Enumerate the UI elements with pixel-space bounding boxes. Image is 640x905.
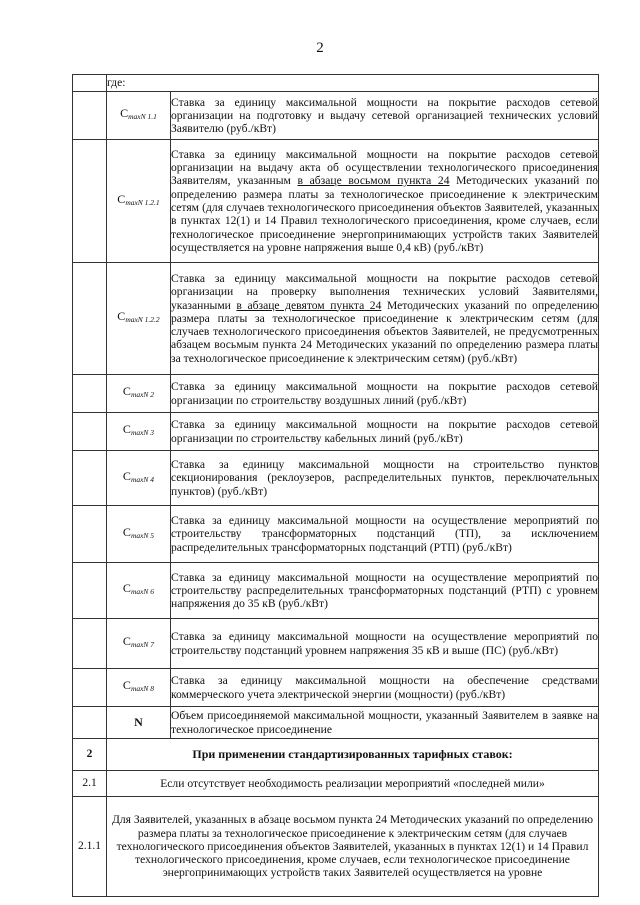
description-cell: Ставка за единицу максимальной мощности на покрытие расходов сетевой организации на выдачу акта об осуществлении технологического присоединения Заявителям, указанным в абзаце восьмом пункта 24 Методических указаний по определению размера платы за технологическое присоединение к электрическим сетям (для случаев технологического присоединения объектов Заявителей, указанных в пунктах 12(1) и 14 Правил технологического присоединения, кроме случаев, если технологическое присоединение энергопринимающих устройств таких Заявителей осуществляется на уровне напряжения выше 0,4 кВ) (руб./кВт) bbox=[171, 140, 599, 263]
table-row bbox=[73, 563, 599, 619]
table-row bbox=[73, 140, 599, 263]
symbol-cell: $C_{maxN 5}$ bbox=[107, 506, 171, 563]
where-label: где: bbox=[107, 75, 599, 92]
page-number: 2 bbox=[316, 40, 324, 56]
reference-link: в абзаце девятом пункта 24 bbox=[236, 298, 382, 312]
table-row bbox=[73, 619, 599, 669]
description-cell: Объем присоединяемой максимальной мощности, указанный Заявителем в заявке на технологическое присоединение bbox=[171, 707, 599, 739]
description-cell: Ставка за единицу максимальной мощности на обеспечение средствами коммерческого учета электрической энергии (мощности) (руб./кВт) bbox=[171, 669, 599, 707]
reference-link: в абзаце восьмом пункта 24 bbox=[297, 174, 450, 188]
table-row bbox=[73, 707, 599, 739]
section-heading: При применении стандартизированных тарифных ставок: bbox=[107, 739, 599, 771]
table-row bbox=[73, 451, 599, 506]
section-number: 2.1 bbox=[73, 771, 107, 797]
section-text: Для Заявителей, указанных в абзаце восьмом пункта 24 Методических указаний по определению размера платы за технологическое присоединение к электрическим сетям (для случаев технологического присоединения объектов Заявителей, указанных в пунктах 12(1) и 14 Правил технологического присоединения, кроме случаев, если технологическое присоединение энергопринимающих устройств таких Заявителей осуществляется на уровне bbox=[107, 797, 599, 897]
symbol-cell: $C_{maxN 8}$ bbox=[107, 669, 171, 707]
symbol-cell: $C_{maxN 3}$ bbox=[107, 413, 171, 451]
symbol-cell: $C_{maxN 7}$ bbox=[107, 619, 171, 669]
symbol-cell: $C_{maxN 6}$ bbox=[107, 563, 171, 619]
table-row bbox=[73, 413, 599, 451]
description-cell: Ставка за единицу максимальной мощности на покрытие расходов сетевой организации по строительству воздушных линий (руб./кВт) bbox=[171, 375, 599, 413]
table-row bbox=[73, 506, 599, 563]
description-cell: Ставка за единицу максимальной мощности на покрытие расходов сетевой организации по строительству кабельных линий (руб./кВт) bbox=[171, 413, 599, 451]
section-row bbox=[73, 771, 599, 797]
symbol-cell: $C_{maxN 2}$ bbox=[107, 375, 171, 413]
table-row bbox=[73, 669, 599, 707]
symbol-cell: $C_{maxN 1.2.2}$ bbox=[107, 263, 171, 375]
symbol-cell: $C_{maxN 1.1}$ bbox=[107, 92, 171, 140]
section-row bbox=[73, 739, 599, 771]
symbol-cell: $C_{maxN 1.2.1}$ bbox=[107, 140, 171, 263]
description-cell: Ставка за единицу максимальной мощности на осуществление мероприятий по строительству подстанций уровнем напряжения 35 кВ и выше (ПС) (руб./кВт) bbox=[171, 619, 599, 669]
section-number: 2.1.1 bbox=[73, 797, 107, 897]
symbol-cell: N bbox=[107, 707, 171, 739]
description-cell: Ставка за единицу максимальной мощности на осуществление мероприятий по строительству распределительных трансформаторных подстанций (РТП) с уровнем напряжения до 35 кВ (руб./кВт) bbox=[171, 563, 599, 619]
description-cell: Ставка за единицу максимальной мощности на осуществление мероприятий по строительству трансформаторных подстанций (ТП), за исключением распределительных трансформаторных подстанций (РТП) (руб./кВт) bbox=[171, 506, 599, 563]
table-row bbox=[73, 263, 599, 375]
description-cell: Ставка за единицу максимальной мощности на покрытие расходов сетевой организации на подготовку и выдачу сетевой организацией технических условий Заявителю (руб./кВт) bbox=[171, 92, 599, 140]
where-row bbox=[73, 75, 599, 92]
rates-table bbox=[72, 74, 599, 897]
table-row bbox=[73, 375, 599, 413]
section-text: Если отсутствует необходимость реализации мероприятий «последней мили» bbox=[107, 771, 599, 797]
section-row bbox=[73, 797, 599, 897]
description-cell: Ставка за единицу максимальной мощности на покрытие расходов сетевой организации на проверку выполнения технических условий Заявителями, указанными в абзаце девятом пункта 24 Методических указаний по определению размера платы за технологическое присоединение к электрическим сетям (для случаев технологического присоединения объектов Заявителей, не предусмотренных абзацем восьмым пункта 24 Методических указаний по определению размера платы за технологическое присоединение к электрическим сетям) (руб./кВт) bbox=[171, 263, 599, 375]
symbol-cell: $C_{maxN 4}$ bbox=[107, 451, 171, 506]
table-row bbox=[73, 92, 599, 140]
description-cell: Ставка за единицу максимальной мощности на строительство пунктов секционирования (реклоузеров, распределительных пунктов, переключательных пунктов) (руб./кВт) bbox=[171, 451, 599, 506]
section-number: 2 bbox=[73, 739, 107, 771]
